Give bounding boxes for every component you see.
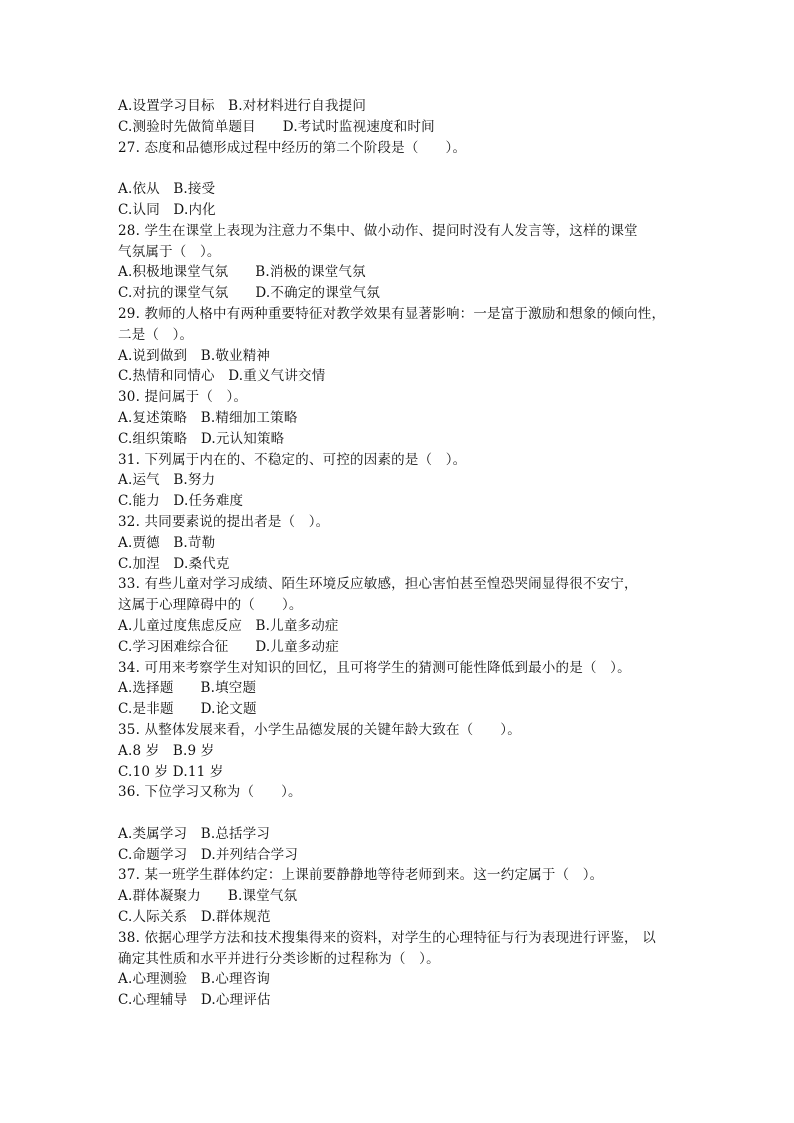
question-text: 36. 下位学习又称为（ ）。 [118, 784, 302, 801]
answer-options: A.8 岁 B.9 岁 [118, 742, 215, 759]
question-text: 27. 态度和品德形成过程中经历的第二个阶段是（ ）。 [118, 139, 467, 156]
answer-options: C.认同 D.内化 [118, 201, 216, 218]
blank-line [118, 158, 688, 179]
question-text: 34. 可用来考察学生对知识的回忆，且可将学生的猜测可能性降低到最小的是（ ）。 [118, 659, 631, 676]
question-text: 32. 共同要素说的提出者是（ ）。 [118, 513, 330, 530]
answer-options: A.选择题 B.填空题 [118, 680, 257, 697]
question-text: 35. 从整体发展来看，小学生品德发展的关键年龄大致在（ ）。 [118, 721, 521, 738]
answer-options: C.测验时先做简单题目 D.考试时监视速度和时间 [118, 118, 435, 135]
answer-options: C.是非题 D.论文题 [118, 701, 257, 718]
question-text: 28. 学生在课堂上表现为注意力不集中、做小动作、提问时没有人发言等，这样的课堂 [118, 222, 638, 239]
question-text: 31. 下列属于内在的、不稳定的、可控的因素的是（ ）。 [118, 451, 467, 468]
answer-options: C.学习困难综合征 D.儿童多动症 [118, 638, 339, 655]
answer-options: A.心理测验 B.心理咨询 [118, 971, 271, 988]
answer-options: C.加涅 D.桑代克 [118, 555, 230, 572]
answer-options: A.类属学习 B.总括学习 [118, 825, 271, 842]
question-text: 38. 依据心理学方法和技术搜集得来的资料，对学生的心理特征与行为表现进行评鉴， 以 [118, 929, 656, 946]
answer-options: A.说到做到 B.敬业精神 [118, 347, 271, 364]
document-page [118, 96, 688, 1011]
answer-options: A.群体凝聚力 B.课堂气氛 [118, 888, 298, 905]
question-text: 29. 教师的人格中有两种重要特征对教学效果有显著影响：一是富于激励和想象的倾向性， [118, 305, 666, 322]
answer-options: C.心理辅导 D.心理评估 [118, 992, 271, 1009]
answer-options: A.复述策略 B.精细加工策略 [118, 409, 298, 426]
answer-options: C.10 岁 D.11 岁 [118, 763, 224, 780]
answer-options: C.命题学习 D.并列结合学习 [118, 846, 299, 863]
blank-line [118, 803, 688, 824]
answer-options: A.运气 B.努力 [118, 472, 216, 489]
answer-options: C.对抗的课堂气氛 D.不确定的课堂气氛 [118, 285, 381, 302]
answer-options: A.依从 B.接受 [118, 181, 216, 198]
answer-options: C.能力 D.任务难度 [118, 493, 244, 510]
answer-options: 二是（ ）。 [118, 326, 194, 343]
question-text: 33. 有些儿童对学习成绩、陌生环境反应敏感，担心害怕甚至惶恐哭闹显得很不安宁， [118, 576, 638, 593]
answer-options: 确定其性质和水平并进行分类诊断的过程称为（ ）。 [118, 950, 440, 967]
answer-options: A.积极地课堂气氛 B.消极的课堂气氛 [118, 264, 366, 281]
answer-options: C.组织策略 D.元认知策略 [118, 430, 285, 447]
question-text: 30. 提问属于（ ）。 [118, 389, 248, 406]
answer-options: 这属于心理障碍中的（ ）。 [118, 597, 303, 614]
answer-options: A.儿童过度焦虑反应 B.儿童多动症 [118, 617, 339, 634]
answer-options: 气氛属于（ ）。 [118, 243, 221, 260]
answer-options: A.贾德 B.苛勒 [118, 534, 216, 551]
answer-options: C.热情和同情心 D.重义气讲交情 [118, 368, 326, 385]
answer-options: C.人际关系 D.群体规范 [118, 909, 271, 926]
answer-options: A.设置学习目标 B.对材料进行自我提问 [118, 98, 367, 114]
question-text: 37. 某一班学生群体约定：上课前要静静地等待老师到来。这一约定属于（ ）。 [118, 867, 604, 884]
